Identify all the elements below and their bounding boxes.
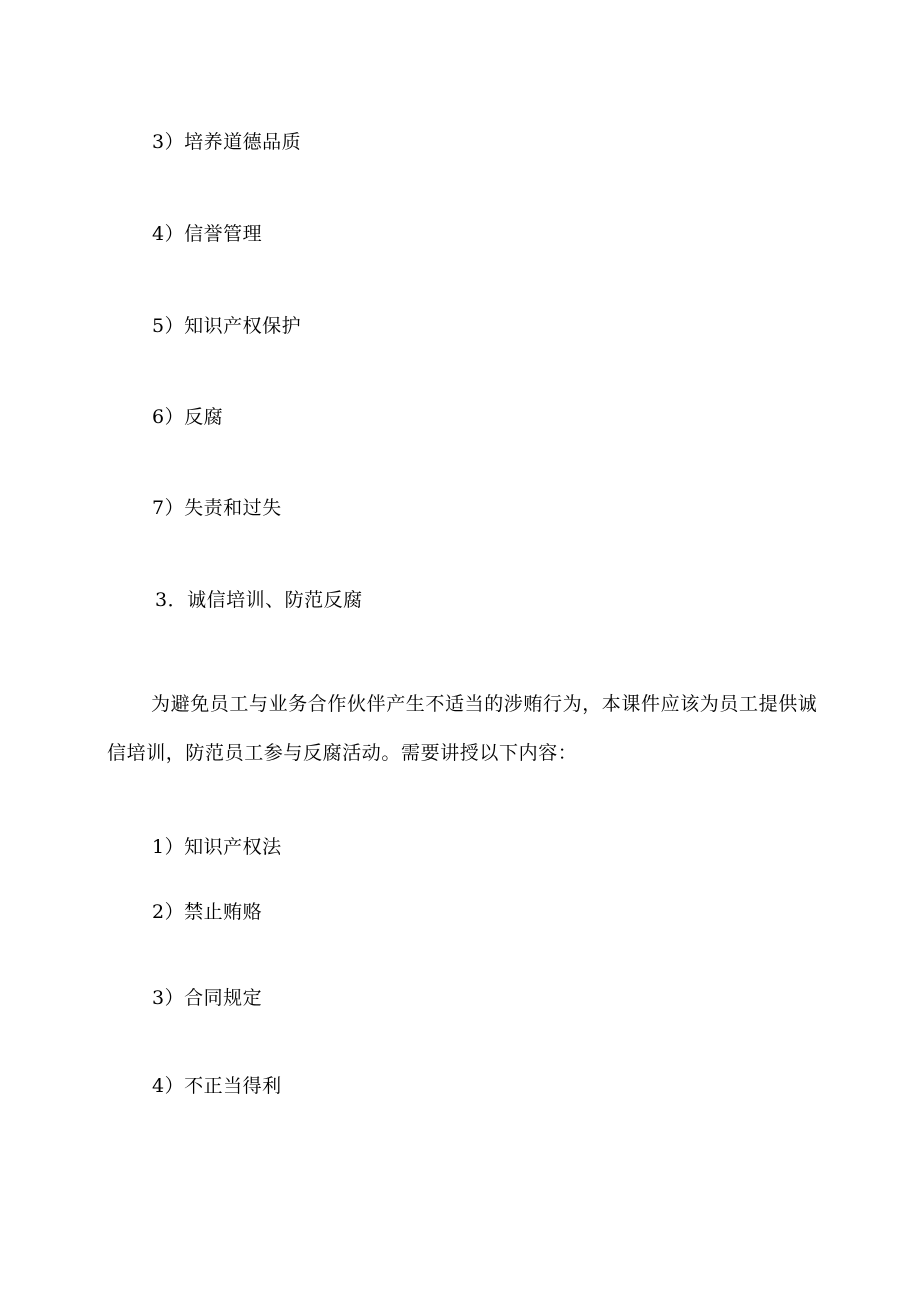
list-item: 1）知识产权法	[152, 836, 282, 858]
section-heading: 3．诚信培训、防范反腐	[155, 589, 363, 611]
body-paragraph: 为避免员工与业务合作伙伴产生不适当的涉贿行为，本课件应该为员工提供诚信培训，防范员工参与反腐活动。需要讲授以下内容：	[107, 693, 818, 764]
list-item: 5）知识产权保护	[152, 315, 302, 337]
list-item: 6）反腐	[152, 406, 224, 428]
list-item: 7）失责和过失	[152, 497, 282, 519]
list-item: 4）信誉管理	[152, 223, 263, 245]
list-item: 4）不正当得利	[152, 1075, 282, 1097]
list-item: 2）禁止贿赂	[152, 901, 263, 923]
list-item: 3）合同规定	[152, 987, 263, 1009]
list-item: 3）培养道德品质	[152, 131, 302, 153]
